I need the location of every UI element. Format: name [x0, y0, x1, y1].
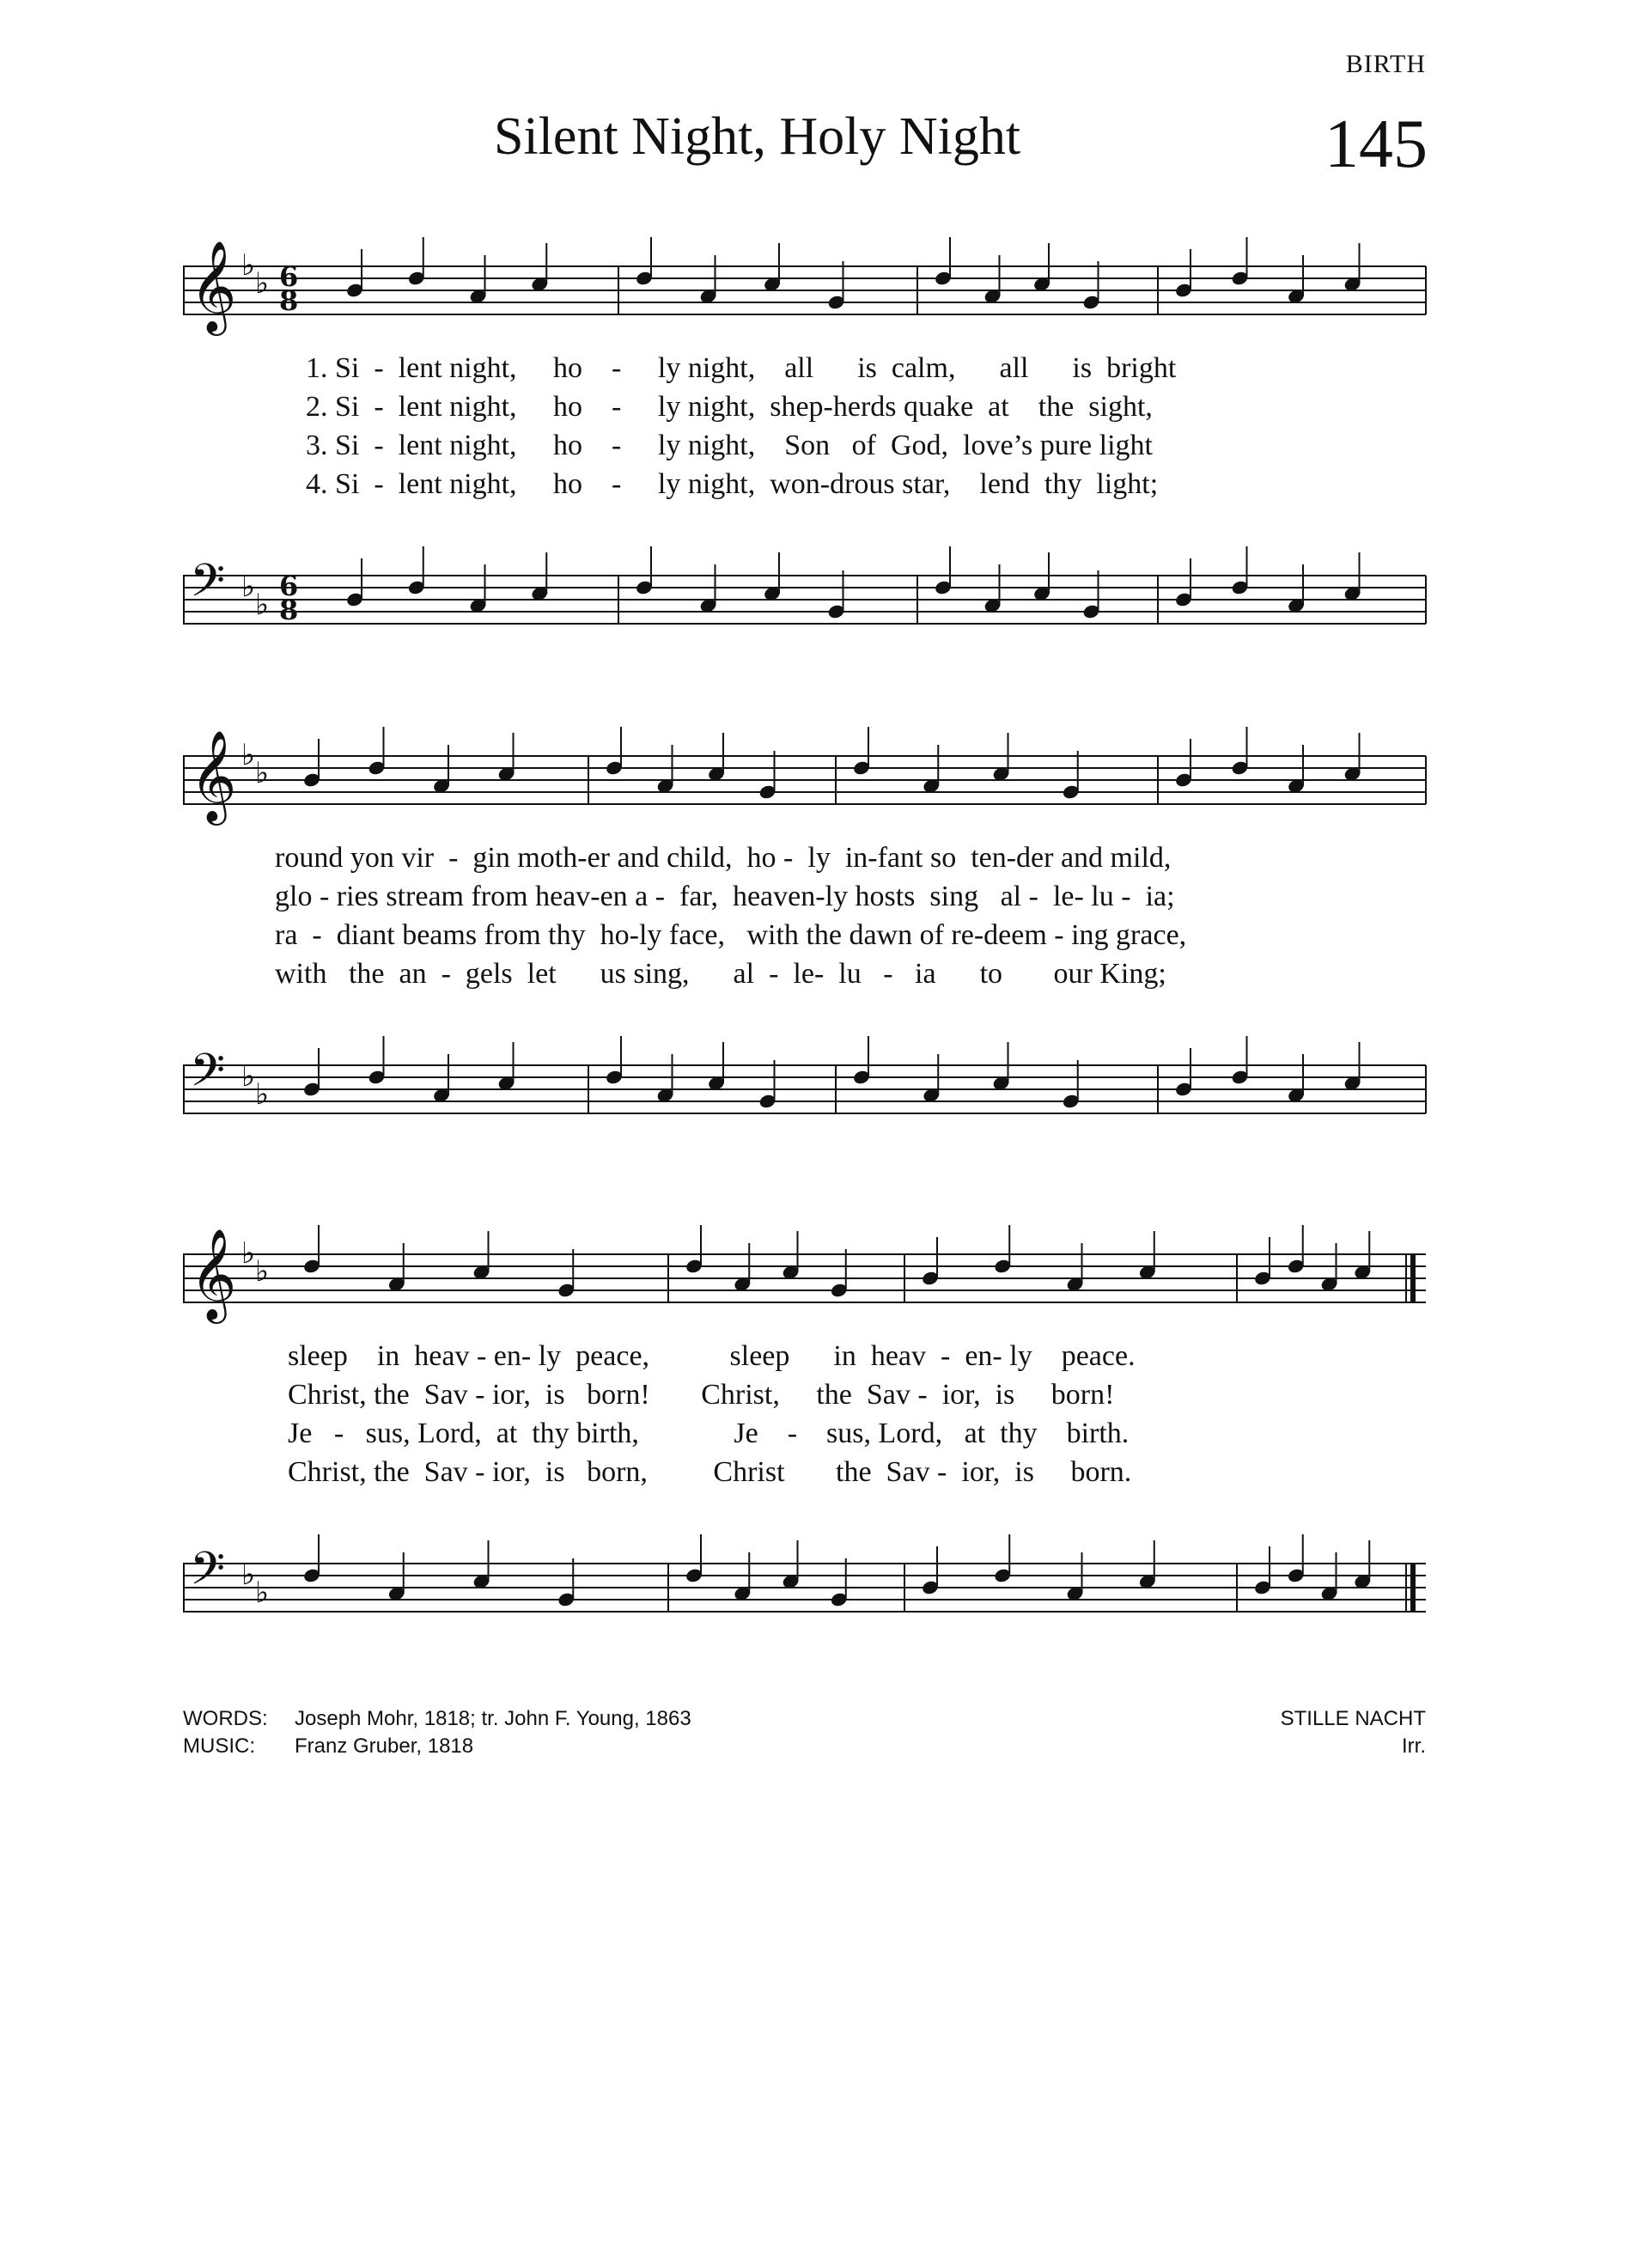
- flat-icon: ♭: [255, 1254, 270, 1289]
- flat-icon: ♭: [241, 570, 256, 604]
- flat-icon: ♭: [255, 756, 270, 790]
- bass-staff: [183, 1538, 1426, 1658]
- bass-staff: [183, 1040, 1426, 1160]
- time-signature-digit: 6: [279, 260, 299, 293]
- flat-icon: ♭: [241, 1059, 256, 1094]
- stanza-line-4: Christ, the Sav - ior, is born, Christ the Sav - ior, is born.: [288, 1456, 1132, 1488]
- words-author: Joseph Mohr, 1818; tr. John F. Young, 1863: [295, 1707, 691, 1730]
- flat-icon: ♭: [255, 588, 270, 622]
- words-label: WORDS:: [183, 1707, 268, 1730]
- music-system-3: [183, 1177, 1426, 1658]
- flat-icon: ♭: [255, 1576, 270, 1610]
- stanza-line-1: sleep in heav - en- ly peace, sleep in heav - en- ly peace.: [288, 1340, 1136, 1372]
- bass-clef-icon: 𝄢: [190, 1045, 226, 1108]
- treble-staff: [183, 730, 1426, 850]
- music-system-2: [183, 679, 1426, 1160]
- stanza-line-2: glo - ries stream from heav-en a - far, heaven-ly hosts sing al - le- lu - ia;: [275, 881, 1175, 912]
- category-label: BIRTH: [1345, 50, 1426, 78]
- tune-block: [1281, 1705, 1426, 1760]
- flat-icon: ♭: [241, 1558, 256, 1592]
- bass-clef-icon: 𝄢: [190, 1543, 226, 1606]
- flat-icon: ♭: [241, 738, 256, 772]
- stanza-line-1: round yon vir - gin moth-er and child, ho - ly in-fant so ten-der and mild,: [275, 842, 1172, 874]
- hymn-number: 145: [1324, 107, 1428, 182]
- treble-clef-icon: 𝄞: [190, 1228, 237, 1320]
- flat-icon: ♭: [241, 248, 256, 283]
- treble-staff: [183, 1228, 1426, 1349]
- stanza-line-4: with the an - gels let us sing, al - le- lu - ia to our King;: [275, 958, 1166, 990]
- tune-name: STILLE NACHT: [1280, 1707, 1426, 1730]
- music-system-1: [183, 189, 1426, 670]
- time-signature-digit: 8: [279, 284, 299, 317]
- stanza-line-3: Je - sus, Lord, at thy birth, Je - sus, Lord, at thy birth.: [288, 1418, 1130, 1449]
- hymn-title: Silent Night, Holy Night: [494, 107, 1021, 166]
- music-author: Franz Gruber, 1818: [295, 1735, 474, 1758]
- bass-staff: [183, 550, 1426, 670]
- time-signature-digit: 8: [279, 594, 299, 626]
- stanza-line-3: ra - diant beams from thy ho-ly face, with the dawn of re-deem - ing grace,: [275, 919, 1187, 951]
- stanza-line-2: Christ, the Sav - ior, is born! Christ, the Sav - ior, is born!: [288, 1379, 1115, 1411]
- stanza-line-4: 4. Si - lent night, ho - ly night, won-drous star, lend thy light;: [306, 468, 1159, 500]
- time-signature-digit: 6: [279, 570, 299, 602]
- music-label: MUSIC:: [183, 1735, 255, 1758]
- music-credit: [183, 1733, 691, 1760]
- stanza-line-1: 1. Si - lent night, ho - ly night, all is calm, all is bright: [306, 352, 1177, 384]
- credits-block: [183, 1705, 691, 1760]
- meter: Irr.: [1402, 1735, 1426, 1758]
- stanza-line-3: 3. Si - lent night, ho - ly night, Son of God, love’s pure light: [306, 430, 1153, 461]
- treble-clef-icon: 𝄞: [190, 240, 237, 332]
- bass-clef-icon: 𝄢: [190, 555, 226, 619]
- stanza-line-2: 2. Si - lent night, ho - ly night, shep-herds quake at the sight,: [306, 391, 1153, 423]
- treble-clef-icon: 𝄞: [190, 729, 237, 821]
- flat-icon: ♭: [241, 1236, 256, 1271]
- words-credit: [183, 1705, 691, 1733]
- flat-icon: ♭: [255, 1077, 270, 1112]
- flat-icon: ♭: [255, 266, 270, 301]
- treble-staff: [183, 241, 1426, 361]
